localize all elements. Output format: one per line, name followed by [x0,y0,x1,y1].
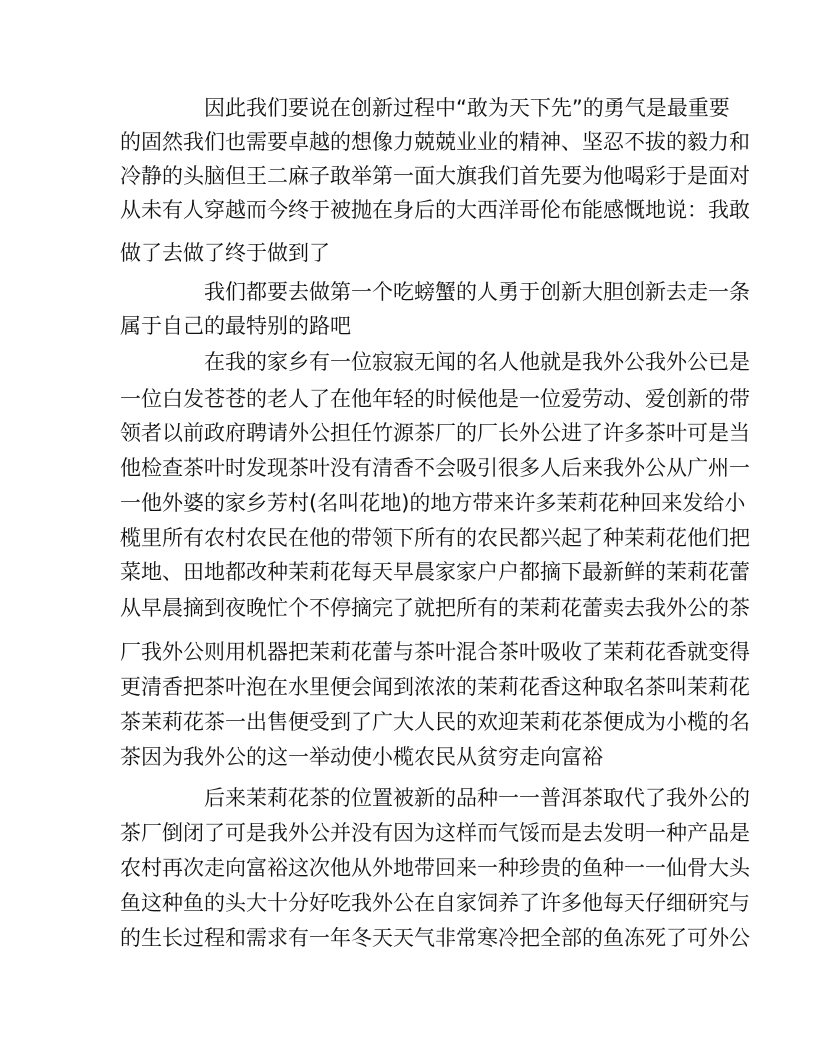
paragraph-3-line-2: 一位白发苍苍的老人了在他年轻的时候他是一位爱劳动、爱创新的带 [120,387,750,411]
paragraph-3-line-1: 在我的家乡有一位寂寂无闻的名人他就是我外公我外公已是 [204,350,750,374]
paragraph-3-line-4: 他检查茶叶时发现茶叶没有清香不会吸引很多人后来我外公从广州一 [120,456,750,480]
paragraph-3-line-5: 一他外婆的家乡芳村(名叫花地)的地方带来许多茉莉花种回来发给小 [120,491,746,515]
paragraph-4-line-1: 后来茉莉花茶的位置被新的品种一一普洱茶取代了我外公的 [204,786,750,810]
paragraph-4-line-4: 鱼这种鱼的头大十分好吃我外公在自家饲养了许多他每天仔细研究与 [120,891,750,915]
paragraph-1-line-4: 从未有人穿越而今终于被抛在身后的大西洋哥伦布能感慨地说：我敢 [120,198,750,222]
paragraph-3-line-8: 从早晨摘到夜晚忙个不停摘完了就把所有的茉莉花蕾卖去我外公的茶 [120,596,750,620]
paragraph-1-line-2: 的固然我们也需要卓越的想像力兢兢业业的精神、坚忍不拔的毅力和 [120,130,750,154]
paragraph-3-line-9: 厂我外公则用机器把茉莉花蕾与茶叶混合茶叶吸收了茉莉花香就变得 [120,640,750,664]
paragraph-1-line-5: 做了去做了终于做到了 [120,241,330,265]
paragraph-3-line-6: 榄里所有农村农民在他的带领下所有的农民都兴起了种茉莉花他们把 [120,526,750,550]
paragraph-4-line-5: 的生长过程和需求有一年冬天天气非常寒冷把全部的鱼冻死了可外公 [120,926,750,950]
paragraph-3-line-11: 茶茉莉花茶一出售便受到了广大人民的欢迎茉莉花茶便成为小榄的名 [120,710,750,734]
paragraph-4-line-3: 农村再次走向富裕这次他从外地带回来一种珍贵的鱼种一一仙骨大头 [120,856,750,880]
paragraph-1-line-3: 冷静的头脑但王二麻子敢举第一面大旗我们首先要为他喝彩于是面对 [120,164,750,188]
paragraph-2-line-1: 我们都要去做第一个吃螃蟹的人勇于创新大胆创新去走一条 [204,280,750,304]
paragraph-4-line-2: 茶厂倒闭了可是我外公并没有因为这样而气馁而是去发明一种产品是 [120,821,750,845]
paragraph-2-line-2: 属于自己的最特别的路吧 [120,314,351,338]
paragraph-3-line-10: 更清香把茶叶泡在水里便会闻到浓浓的茉莉花香这种取名茶叫茉莉花 [120,675,750,699]
paragraph-1-line-1: 因此我们要说在创新过程中“敢为天下先”的勇气是最重要 [204,96,730,120]
paragraph-3-line-7: 菜地、田地都改种茉莉花每天早晨家家户户都摘下最新鲜的茉莉花蕾 [120,560,750,584]
paragraph-3-line-12: 茶因为我外公的这一举动使小榄农民从贫穷走向富裕 [120,745,603,769]
paragraph-3-line-3: 领者以前政府聘请外公担任竹源茶厂的厂长外公进了许多茶叶可是当 [120,421,750,445]
